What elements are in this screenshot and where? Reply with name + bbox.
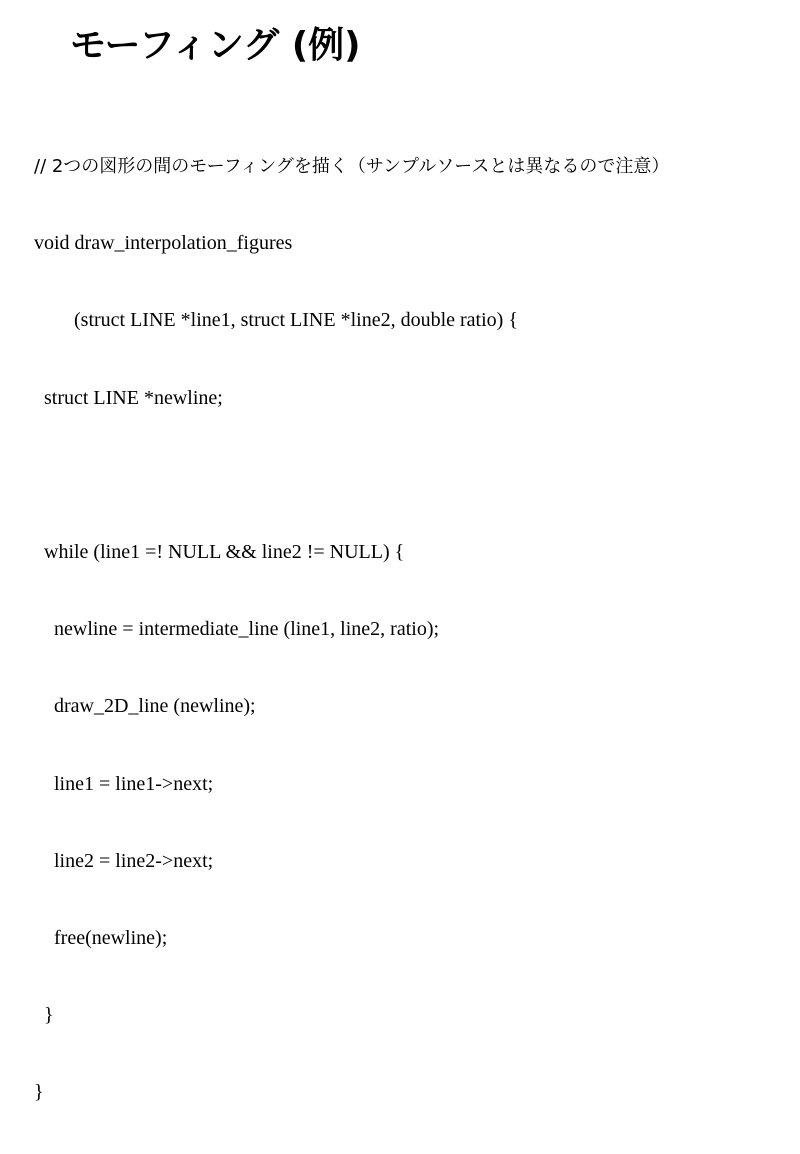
code-line-parameters: (struct LINE *line1, struct LINE *line2, double ratio) { bbox=[34, 309, 518, 332]
code-line-blank bbox=[34, 460, 669, 491]
code-line-line1-next: line1 = line1->next; bbox=[34, 772, 214, 795]
code-line-while: while (line1 =! NULL && line2 != NULL) { bbox=[34, 540, 405, 563]
code-line-line2-next: line2 = line2->next; bbox=[34, 849, 214, 872]
slide-title: モーフィング (例) bbox=[70, 25, 361, 66]
code-line-while-close: } bbox=[34, 1004, 54, 1027]
code-line-function-close: } bbox=[34, 1081, 44, 1104]
code-block bbox=[34, 105, 669, 1154]
code-line-intermediate: newline = intermediate_line (line1, line2, ratio); bbox=[34, 618, 440, 641]
code-line-draw: draw_2D_line (newline); bbox=[34, 695, 256, 718]
code-line-declaration: struct LINE *newline; bbox=[34, 386, 223, 409]
code-line-free: free(newline); bbox=[34, 926, 168, 949]
code-line-function-name: void draw_interpolation_figures bbox=[34, 232, 293, 255]
code-comment-line: // 2つの図形の間のモーフィングを描く（サンプルソースとは異なるので注意） bbox=[34, 156, 670, 177]
